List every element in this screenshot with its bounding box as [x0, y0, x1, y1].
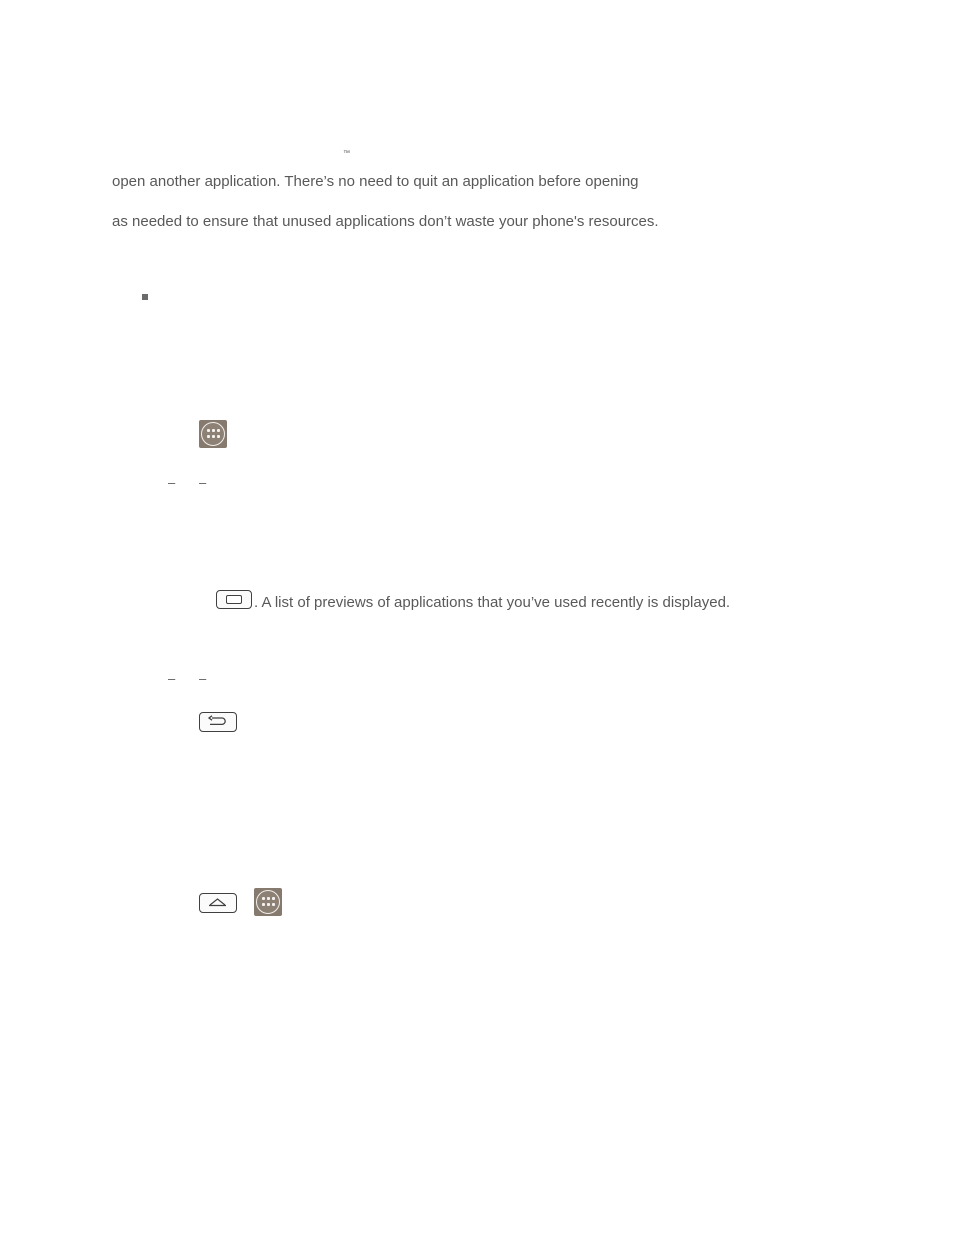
home-key-icon: [199, 893, 237, 913]
paragraph-line-2: as needed to ensure that unused applications don’t waste your phone's resources.: [112, 213, 659, 230]
dash-marker: –: [199, 671, 207, 686]
dash-marker: –: [168, 475, 176, 490]
dash-marker: –: [168, 671, 176, 686]
apps-launcher-icon: [254, 888, 282, 916]
paragraph-line-1: open another application. There’s no need to quit an application before opening: [112, 173, 639, 190]
recent-apps-key-icon: [216, 590, 252, 609]
trademark-symbol: ™: [343, 150, 350, 157]
dash-marker: –: [199, 475, 207, 490]
apps-launcher-icon: [199, 420, 227, 448]
bullet-marker: [142, 294, 148, 300]
recent-apps-description: . A list of previews of applications that you’ve used recently is displayed.: [254, 594, 731, 611]
back-key-icon: [199, 712, 237, 732]
